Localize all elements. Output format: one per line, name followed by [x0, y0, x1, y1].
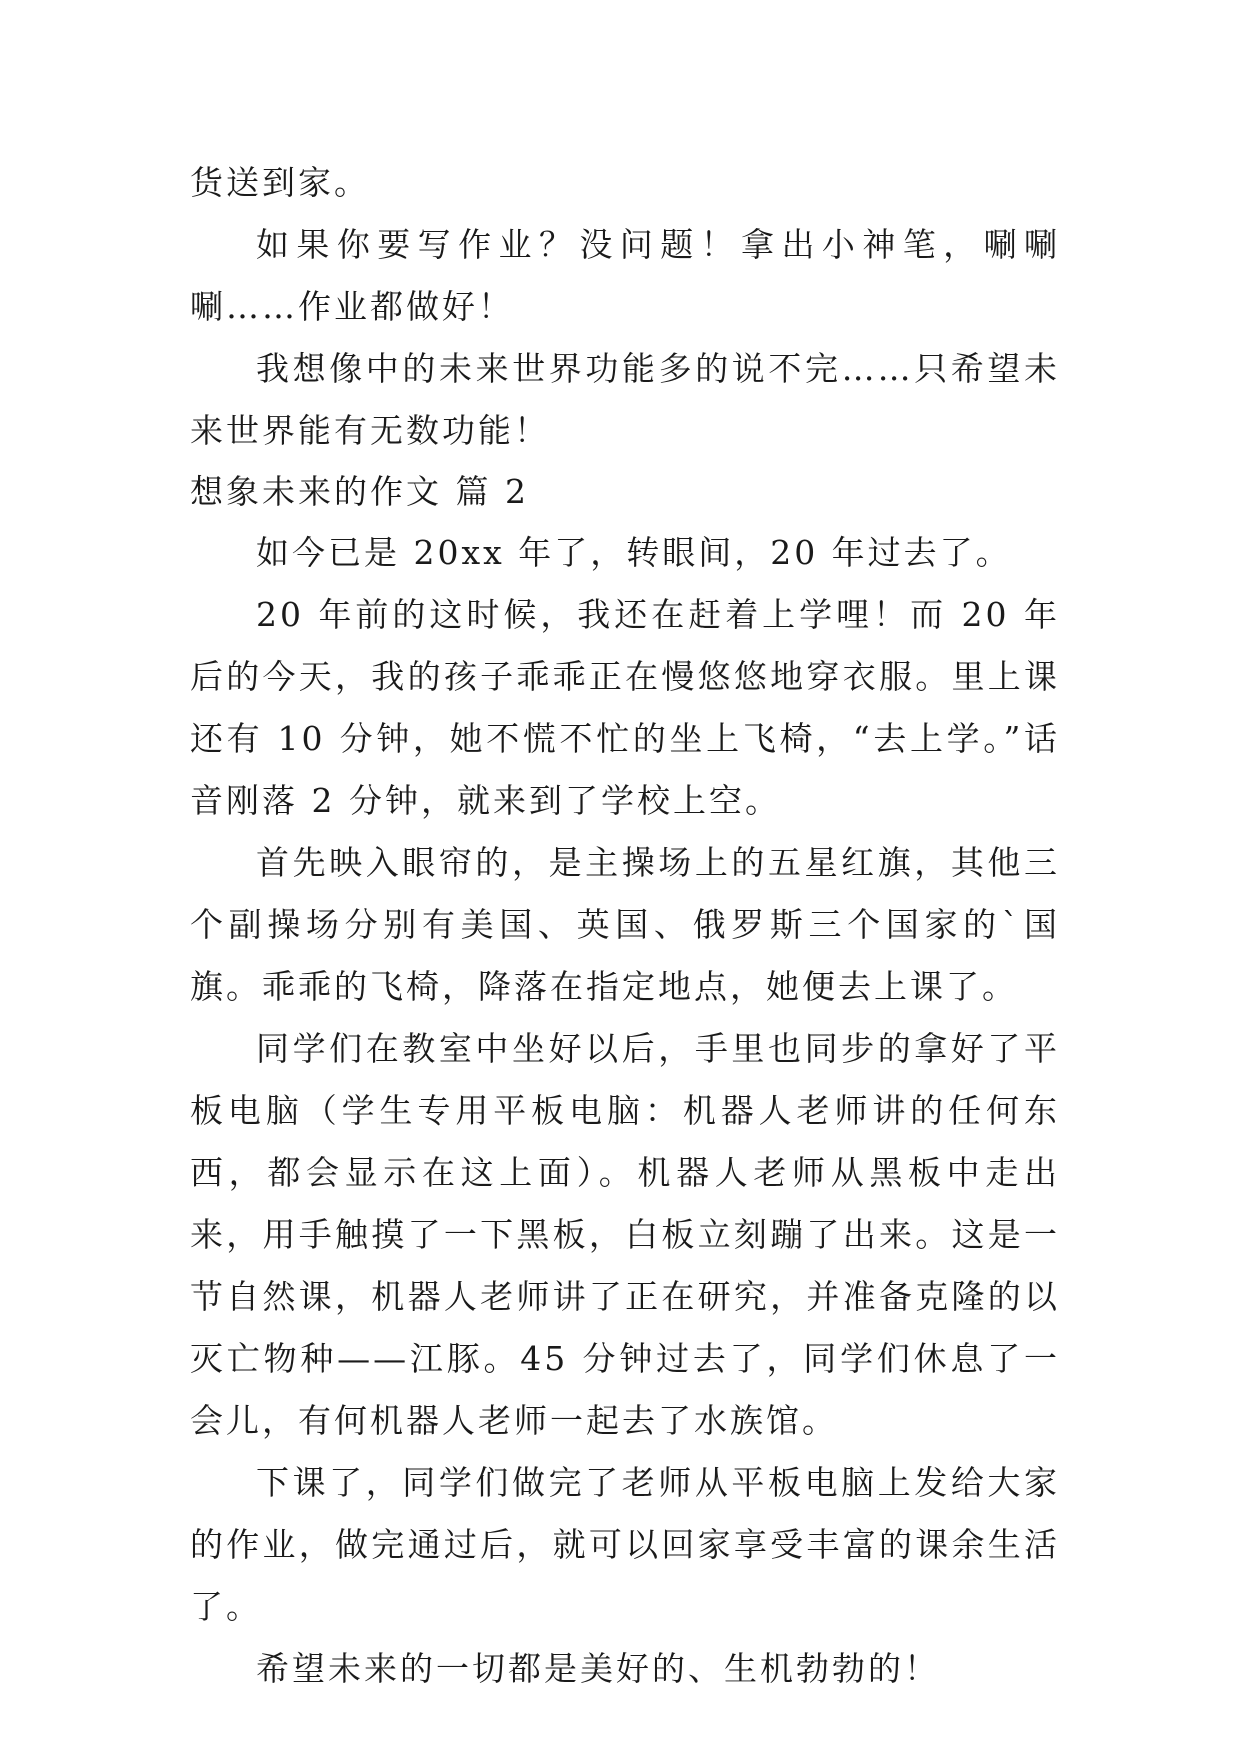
document-body — [190, 152, 1060, 1700]
section-paragraph-5: 下课了，同学们做完了老师从平板电脑上发给大家的作业，做完通过后，就可以回家享受丰富的课余生活了。 — [190, 1463, 1060, 1626]
section-paragraph-3: 首先映入眼帘的，是主操场上的五星红旗，其他三个副操场分别有美国、英国、俄罗斯三个国家的`国旗。乖乖的飞椅，降落在指定地点，她便去上课了。 — [190, 843, 1060, 1006]
paragraph-1: 货送到家。 — [190, 163, 370, 202]
section-title: 想象未来的作文 篇 2 — [190, 472, 529, 511]
paragraph-2: 如果你要写作业？没问题！拿出小神笔，唰唰唰……作业都做好！ — [190, 225, 1060, 326]
section-paragraph-2: 20 年前的这时候，我还在赶着上学哩！而 20 年后的今天，我的孩子乖乖正在慢悠悠地穿衣服。里上课还有 10 分钟，她不慌不忙的坐上飞椅，“去上学。”话音刚落 2 分钟，就来到了学校上空。 — [190, 595, 1060, 820]
section-paragraph-4: 同学们在教室中坐好以后，手里也同步的拿好了平板电脑（学生专用平板电脑：机器人老师讲的任何东西，都会显示在这上面）。机器人老师从黑板中走出来，用手触摸了一下黑板，白板立刻蹦了出来。这是一节自然课，机器人老师讲了正在研究，并准备克隆的以灭亡物种——江豚。45 分钟过去了，同学们休息了一会儿，有何机器人老师一起去了水族馆。 — [190, 1029, 1060, 1440]
section-paragraph-1: 如今已是 20xx 年了，转眼间，20 年过去了。 — [256, 533, 1012, 572]
section-paragraph-6: 希望未来的一切都是美好的、生机勃勃的！ — [256, 1649, 940, 1688]
paragraph-3: 我想像中的未来世界功能多的说不完……只希望未来世界能有无数功能！ — [190, 349, 1060, 450]
